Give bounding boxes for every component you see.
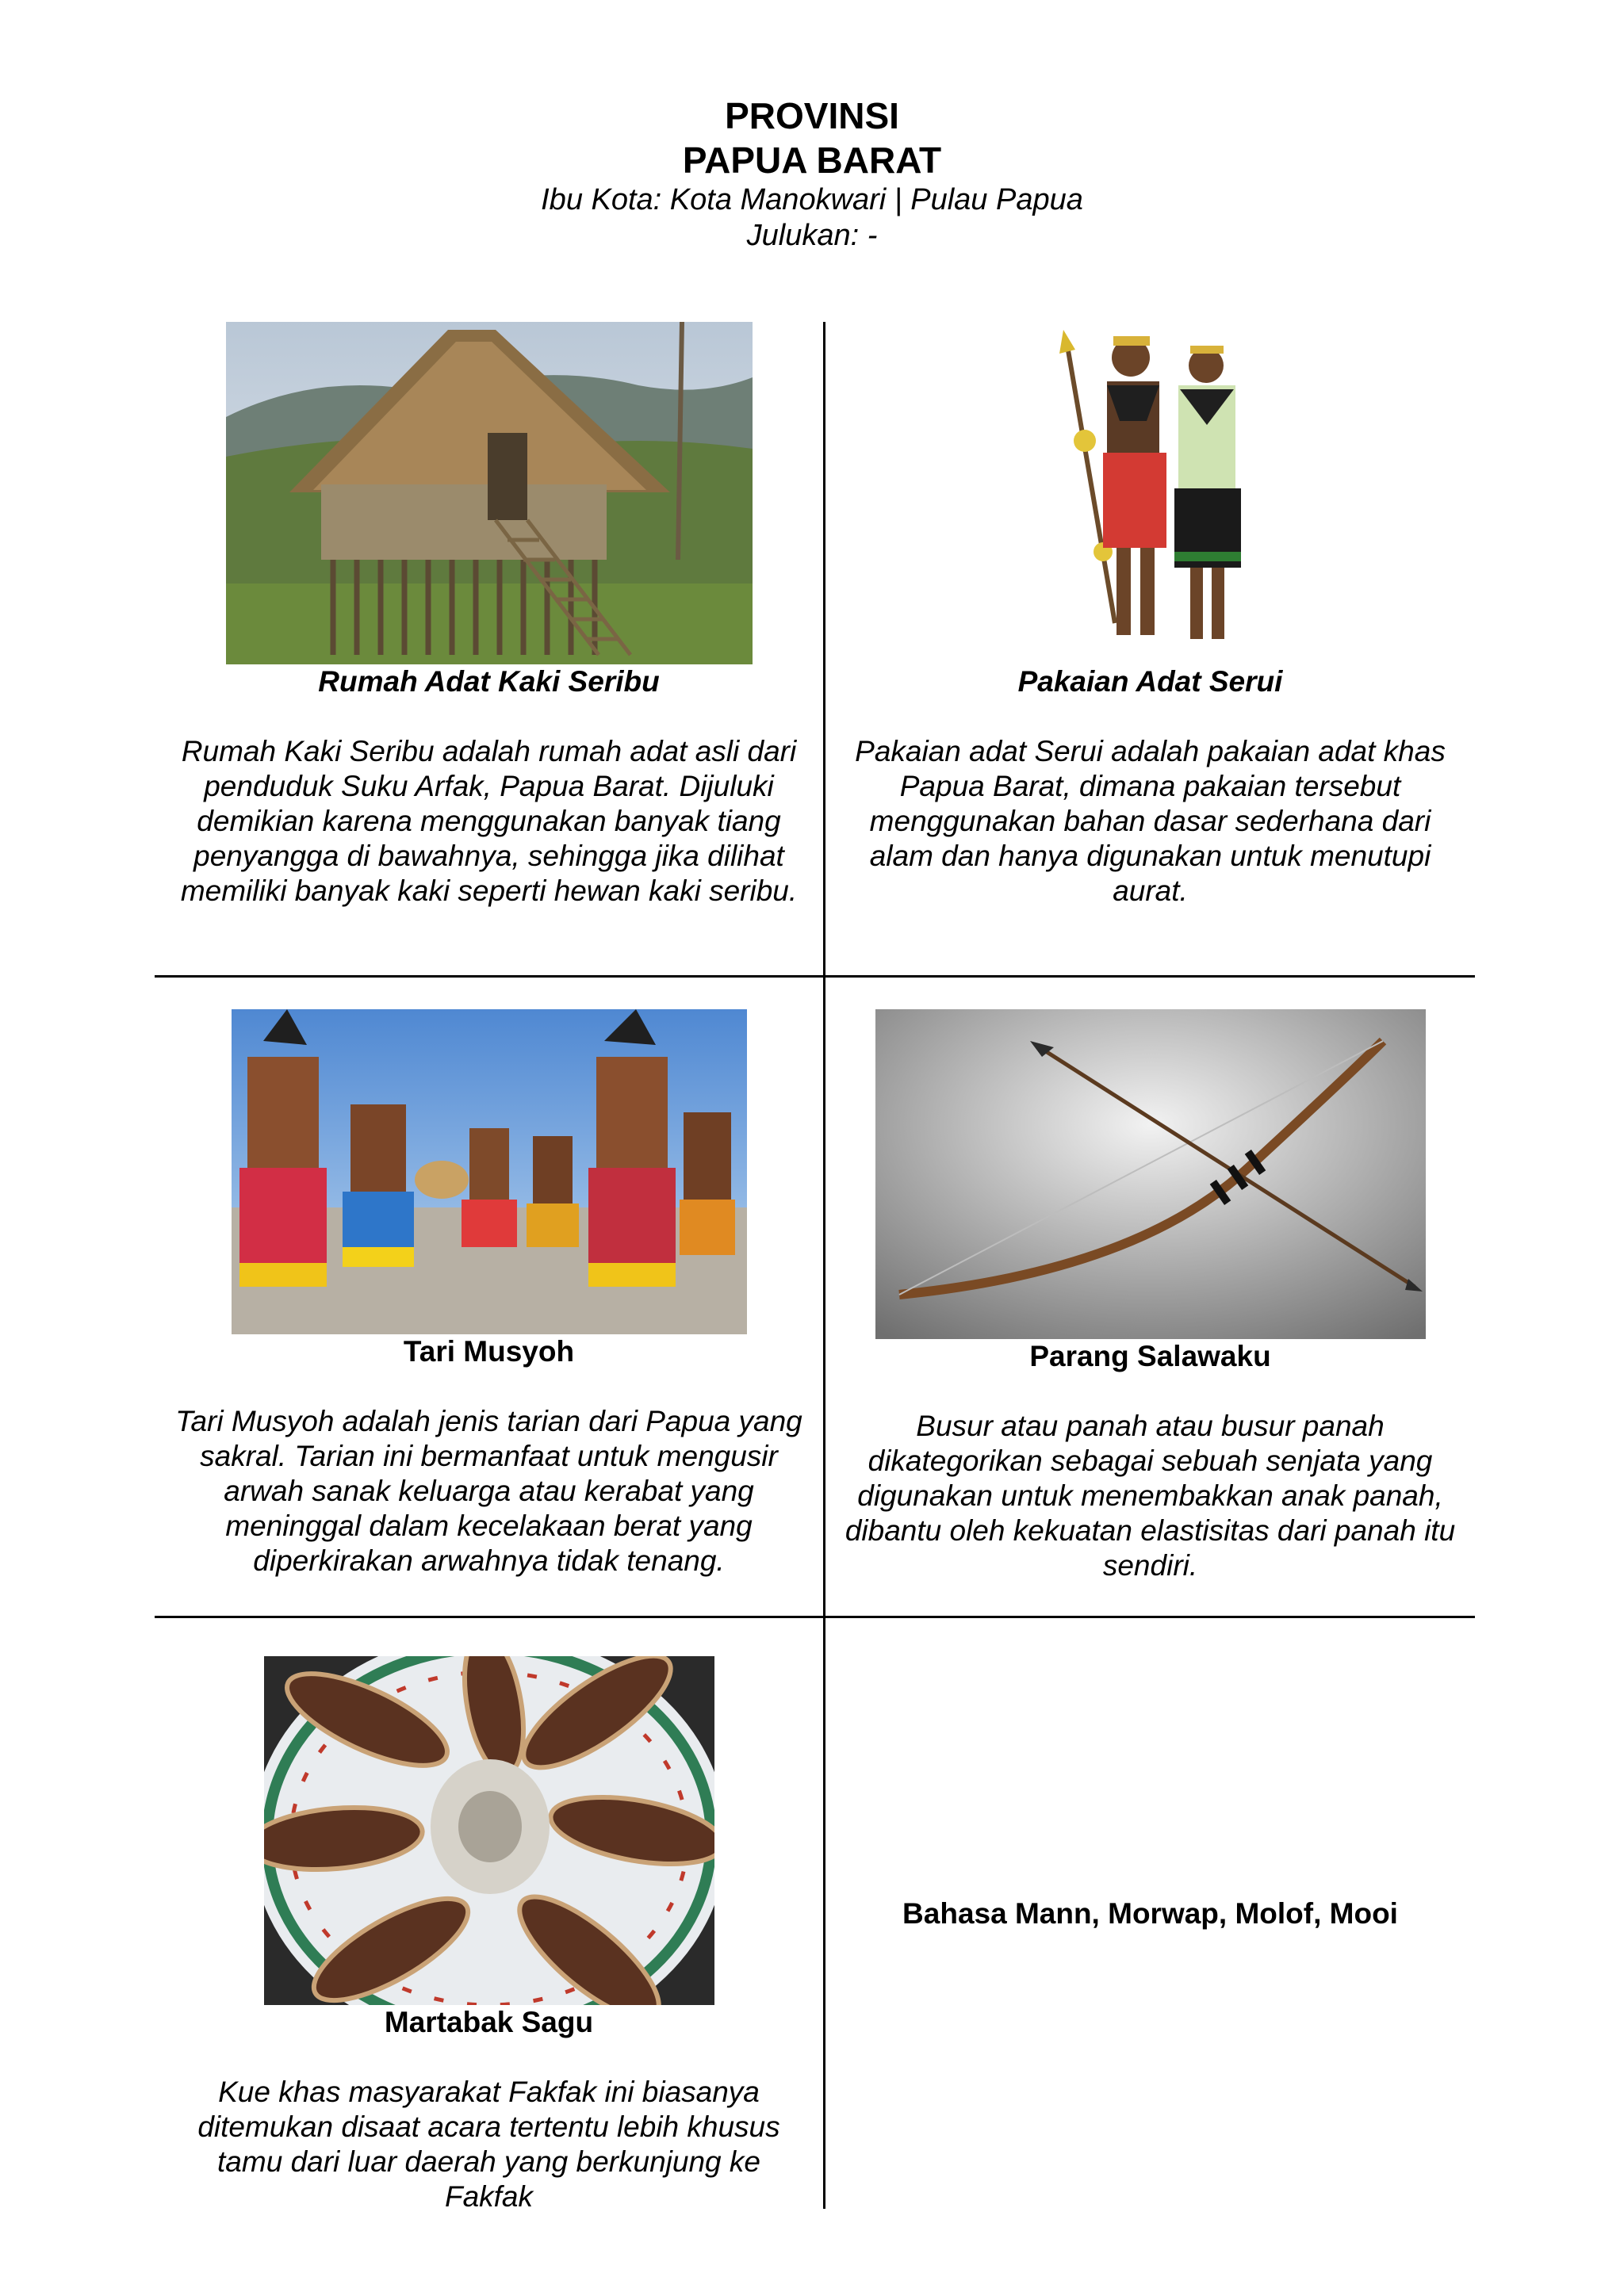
pakaian-adat-photo bbox=[1028, 322, 1274, 664]
pakaian-adat-name: Pakaian Adat Serui bbox=[1017, 665, 1283, 698]
cell-pakaian-adat bbox=[825, 322, 1475, 975]
makanan-name: Martabak Sagu bbox=[384, 2006, 594, 2038]
tari-photo bbox=[232, 1009, 747, 1334]
bahasa-container bbox=[825, 1618, 1475, 2209]
rumah-adat-photo bbox=[226, 322, 753, 664]
senjata-photo bbox=[875, 1009, 1426, 1339]
tari-description: Tari Musyoh adalah jenis tarian dari Papua yang sakral. Tarian ini bermanfaat untuk mengusir arwah sanak keluarga atau kerabat yang meninggal dalam kecelakaan berat yang diperkirakan arwahnya tidak tenang. bbox=[175, 1405, 802, 1577]
title-line-1: PROVINSI bbox=[725, 95, 899, 136]
cell-bahasa bbox=[825, 1618, 1475, 2209]
senjata-name: Parang Salawaku bbox=[1029, 1340, 1271, 1372]
tari-name: Tari Musyoh bbox=[403, 1335, 575, 1368]
makanan-photo bbox=[264, 1656, 714, 2005]
rumah-adat-description: Rumah Kaki Seribu adalah rumah adat asli dari penduduk Suku Arfak, Papua Barat. Dijuluki demikian karena menggunakan banyak tiang penyangga di bawahnya, sehingga jika dilihat memiliki banyak kaki seperti hewan kaki seribu. bbox=[180, 735, 798, 907]
title-line-2: PAPUA BARAT bbox=[682, 140, 942, 181]
pakaian-adat-description: Pakaian adat Serui adalah pakaian adat khas Papua Barat, dimana pakaian tersebut menggunakan bahan dasar sederhana dari alam dan hanya digunakan untuk menutupi aurat. bbox=[855, 735, 1446, 907]
rumah-adat-name: Rumah Adat Kaki Seribu bbox=[318, 665, 660, 698]
senjata-description: Busur atau panah atau busur panah dikategorikan sebagai sebuah senjata yang digunakan untuk menembakkan anak panah, dibantu oleh kekuatan elastisitas dari panah itu sendiri. bbox=[845, 1410, 1456, 1582]
cell-senjata bbox=[825, 978, 1475, 1616]
cell-tari bbox=[155, 978, 823, 1616]
makanan-description: Kue khas masyarakat Fakfak ini biasanya ditemukan disaat acara tertentu lebih khusus tamu dari luar daerah yang berkunjung ke Fakfak bbox=[197, 2076, 780, 2213]
page-header bbox=[0, 94, 1624, 254]
nickname-line: Julukan: - bbox=[746, 219, 878, 252]
cell-rumah-adat bbox=[155, 322, 823, 975]
bahasa-text: Bahasa Mann, Morwap, Molof, Mooi bbox=[902, 1896, 1398, 1930]
info-grid bbox=[155, 322, 1475, 2213]
capital-line: Ibu Kota: Kota Manokwari | Pulau Papua bbox=[541, 183, 1083, 216]
cell-makanan bbox=[155, 1618, 823, 2213]
